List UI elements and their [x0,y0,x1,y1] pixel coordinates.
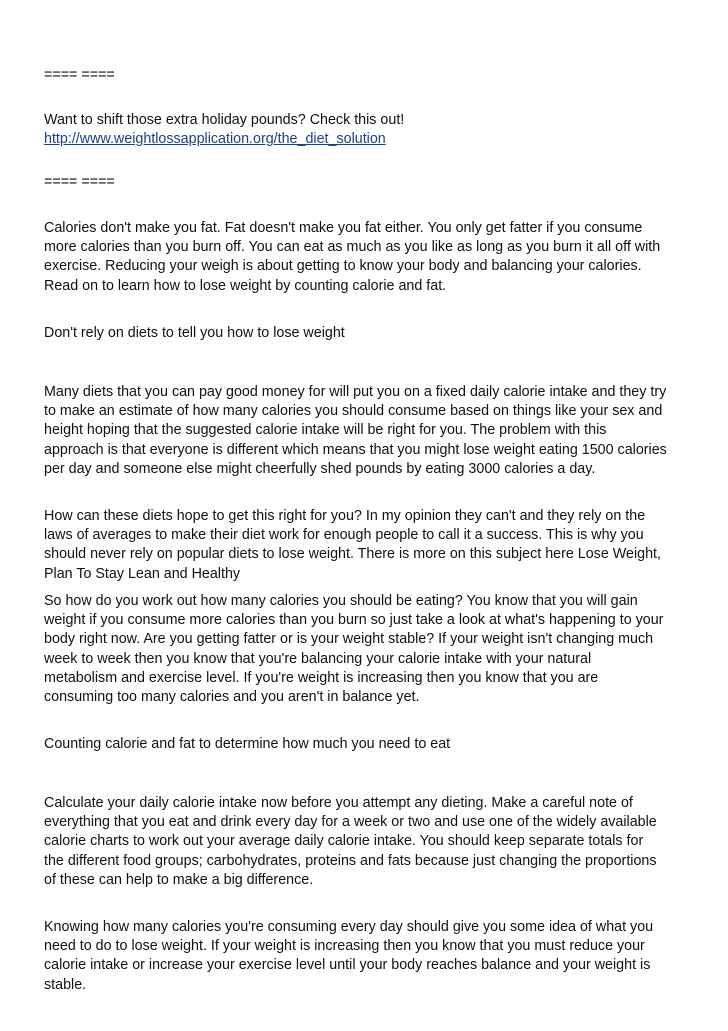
intro-paragraph [44,219,694,296]
paragraph-1 [44,383,694,479]
text-line: Many diets that you can pay good money for will put you on a fixed daily calorie intake and they try [44,384,667,400]
text-line: How can these diets hope to get this right for you? In my opinion they can't and they rely on the [44,508,646,524]
paragraph-5 [44,918,694,995]
text-line: laws of averages to make their diet work for enough people to call it a success. This is why you [44,527,644,544]
promo-link[interactable]: http://www.weightlossapplication.org/the_diet_solution [44,131,386,148]
text-line: week to week then you know that you're balancing your calorie intake with your natural [44,650,592,667]
text-line: weight if you consume more calories than you burn so just take a look at what's happening to your [44,612,664,629]
text-line: need to do to lose weight. If your weight is increasing then you know that you must reduce your [44,938,645,955]
text-line: calorie intake or increase your exercise level until your body reaches balance and your weight is [44,957,651,974]
text-line: should never rely on popular diets to lose weight. There is more on this subject here Lose Weight, [44,546,661,563]
text-line: Knowing how many calories you're consuming every day should give you some idea of what you [44,919,654,935]
paragraph-3 [44,592,694,707]
text-line: exercise. Reducing your weigh is about getting to know your body and balancing your calories. [44,258,642,275]
separator-bottom: ==== ==== [44,174,115,190]
promo-text: Want to shift those extra holiday pounds? Check this out! [44,112,405,128]
text-line: everything that you eat and drink every day for a week or two and use one of the widely available [44,814,657,831]
text-line: Plan To Stay Lean and Healthy [44,565,241,582]
text-line: metabolism and exercise level. If you're weight is increasing then you know that you are [44,669,599,686]
text-line: Calories don't make you fat. Fat doesn't make you fat either. You only get fatter if you consume [44,220,643,236]
promo-block [44,111,694,149]
text-line: height hoping that the suggested calorie intake will be right for you. The problem with this [44,422,607,439]
text-line: the different food groups; carbohydrates, proteins and fats because just changing the proportions [44,852,657,869]
paragraph-2 [44,507,694,584]
paragraph-4 [44,794,694,890]
text-line: more calories than you burn off. You can eat as much as you like as long as you burn it all off with [44,239,661,256]
text-line: Calculate your daily calorie intake now before you attempt any dieting. Make a careful note of [44,795,633,811]
text-line: stable. [44,976,87,993]
text-line: to make an estimate of how many calories you should consume based on things like your sex and [44,403,663,420]
text-line: body right now. Are you getting fatter or is your weight stable? If your weight isn't changing much [44,631,654,648]
section-heading-1: Don't rely on diets to tell you how to lose weight [44,325,345,341]
text-line: per day and someone else might cheerfully shed pounds by eating 3000 calories a day. [44,460,596,477]
text-line: So how do you work out how many calories you should be eating? You know that you will gain [44,593,638,609]
text-line: calorie charts to work out your average daily calorie intake. You should keep separate totals for [44,833,644,850]
text-line: of these can help to make a big difference. [44,871,314,888]
section-heading-2: Counting calorie and fat to determine how much you need to eat [44,736,451,752]
text-line: approach is that everyone is different which means that you might lose weight eating 1500 calories [44,441,667,458]
text-line: consuming too many calories and you aren't in balance yet. [44,689,420,706]
separator-top: ==== ==== [44,67,115,83]
text-line: Read on to learn how to lose weight by counting calorie and fat. [44,277,447,294]
